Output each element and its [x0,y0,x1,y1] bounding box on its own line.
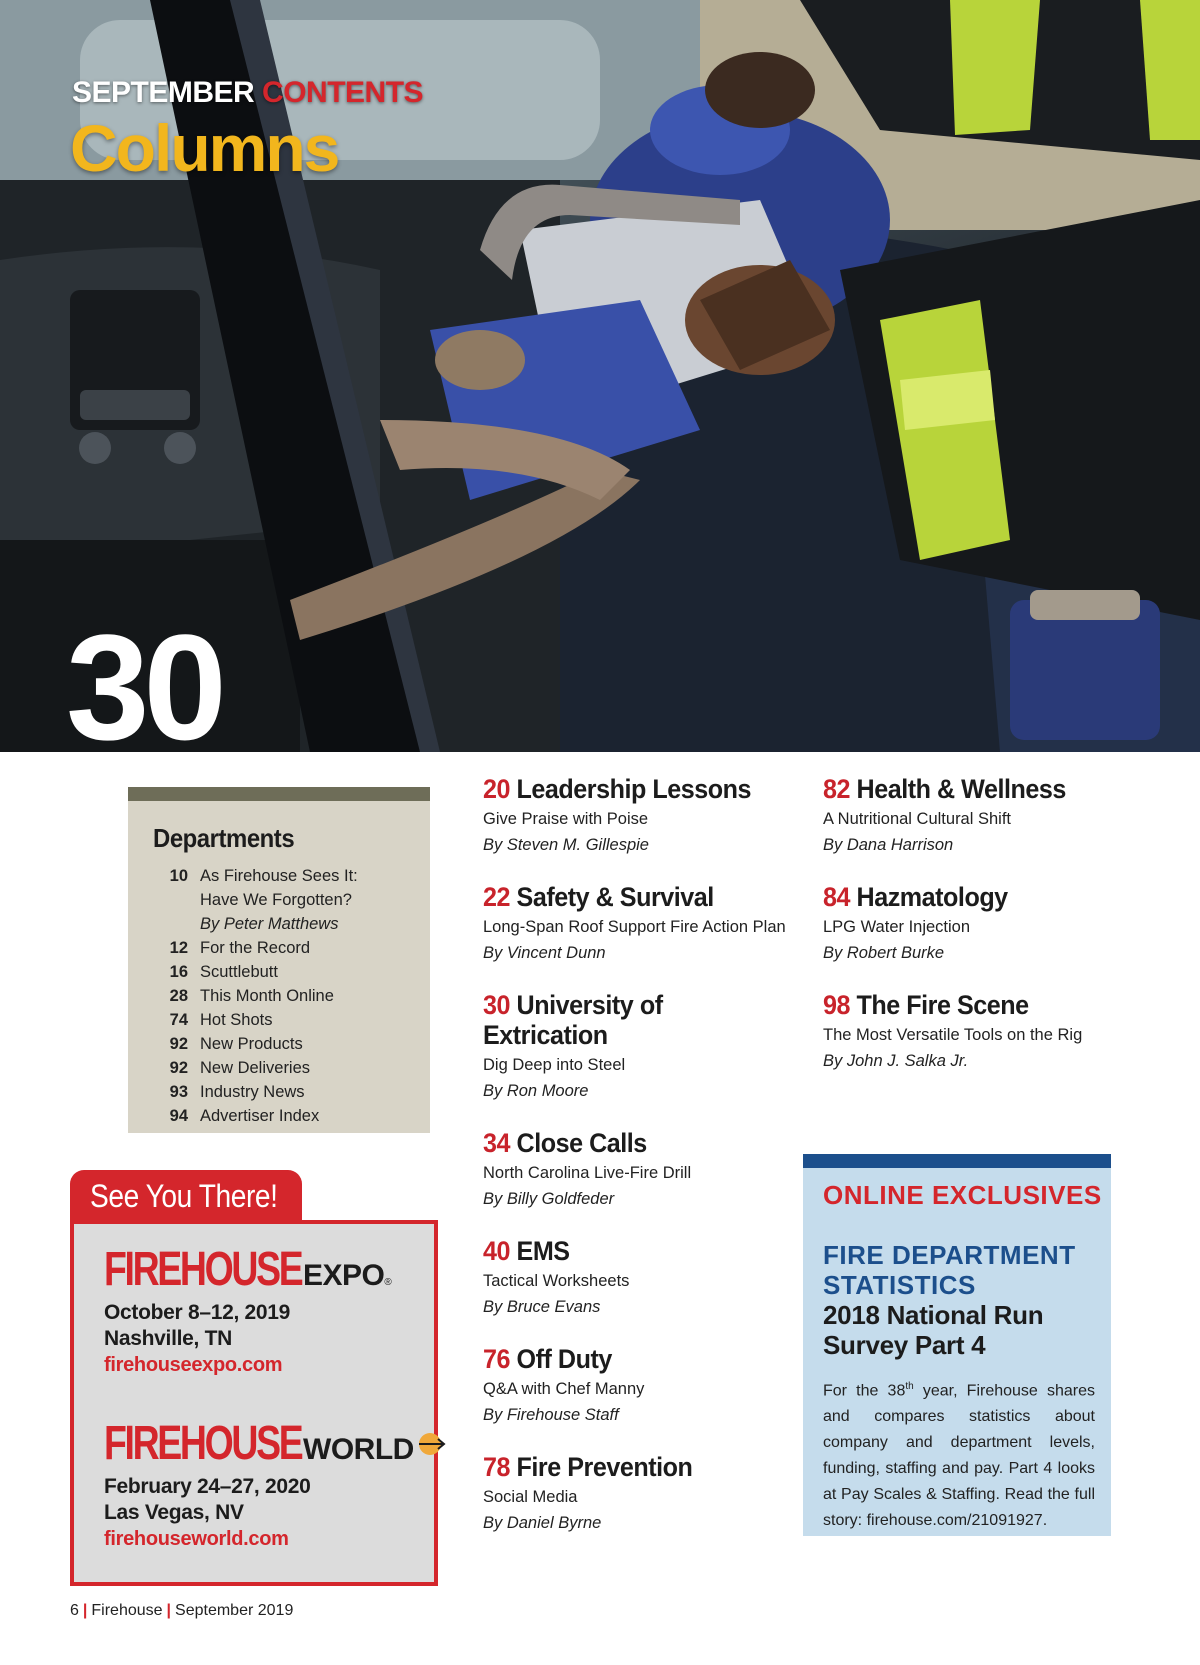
column-title: Safety & Survival [516,882,714,912]
logo-wordmark: FIREHOUSE [104,1243,302,1296]
column-heading [823,990,1139,1020]
list-item[interactable] [154,1104,390,1128]
column-page: 20 [483,774,511,804]
column-author: By Ron Moore [483,1082,589,1100]
column-author: By Daniel Byrne [483,1514,602,1532]
column-page: 82 [823,774,851,804]
logo-suffix: WORLD [303,1433,414,1466]
column-entry[interactable] [483,1452,803,1534]
footer-divider: | [166,1602,172,1619]
see-you-there-box [70,1220,438,1586]
online-exclusives-box [803,1154,1111,1536]
item-title: As Firehouse Sees It: Have We Forgotten? [200,867,358,909]
column-author: By Bruce Evans [483,1298,601,1316]
event-city: Las Vegas, NV [104,1501,244,1524]
item-author: By Peter Matthews [200,915,339,933]
hero-photo [0,0,1200,752]
item-title: Hot Shots [200,1011,273,1029]
column-subtitle: The Most Versatile Tools on the Rig [823,1026,1083,1044]
page-footer [70,1602,293,1620]
list-item[interactable] [154,984,390,1008]
column-entry[interactable] [483,1128,803,1210]
list-item[interactable] [154,1080,390,1104]
item-page: 92 [169,1035,188,1053]
list-item[interactable] [154,960,390,984]
column-title: The Fire Scene [856,990,1029,1020]
logo-wordmark: FIREHOUSE [104,1417,302,1470]
column-subtitle: Tactical Worksheets [483,1272,630,1290]
event-city: Nashville, TN [104,1327,232,1350]
section-kicker [72,76,423,110]
column-title: Leadership Lessons [516,774,751,804]
column-heading [483,774,799,804]
item-title: New Deliveries [200,1059,311,1077]
column-heading [483,990,678,1050]
departments-list [154,864,390,1128]
item-page: 16 [169,963,188,981]
kicker-contents: CONTENTS [262,76,424,109]
online-section: FIRE DEPARTMENT STATISTICS [823,1240,1076,1300]
column-title: EMS [516,1236,570,1266]
column-page: 78 [483,1452,511,1482]
page-title: Columns [70,111,339,185]
event-link[interactable]: firehouseexpo.com [104,1354,283,1376]
column-page: 84 [823,882,851,912]
column-subtitle: Give Praise with Poise [483,810,649,828]
online-title: 2018 National Run Survey Part 4 [823,1300,1044,1360]
column-page: 34 [483,1128,511,1158]
column-title: Off Duty [516,1344,612,1374]
item-title: Industry News [200,1083,305,1101]
item-page: 28 [169,987,188,1005]
feature-page-number: 30 [66,603,221,752]
list-item[interactable] [154,864,390,936]
column-entry[interactable] [483,774,803,856]
column-heading [823,774,1139,804]
online-body: For the 38th year, Firehouse shares and compares statistics about company and department levels, funding, staffing and pay. Part 4 looks at Pay Scales & Staffing. Read the full story: firehouse.com/21091927. [823,1381,1095,1530]
see-you-there-tab [70,1170,302,1222]
firehouse-expo-logo [104,1243,392,1296]
footer-issue: September 2019 [175,1602,294,1619]
list-item[interactable] [154,1032,390,1056]
item-title: For the Record [200,939,311,957]
column-author: By Firehouse Staff [483,1406,619,1424]
departments-box [128,787,430,1133]
column-subtitle: Dig Deep into Steel [483,1056,626,1074]
online-kicker: ONLINE EXCLUSIVES [823,1180,1102,1210]
kicker-month: SEPTEMBER [72,76,255,109]
column-heading [483,1344,799,1374]
column-heading [823,882,1139,912]
column-author: By Billy Goldfeder [483,1190,615,1208]
column-author: By Vincent Dunn [483,944,606,962]
column-entry[interactable] [823,990,1143,1072]
logo-suffix: EXPO [303,1259,385,1292]
footer-page-number: 6 [70,1602,79,1619]
column-subtitle: Q&A with Chef Manny [483,1380,645,1398]
column-page: 22 [483,882,511,912]
column-heading [483,882,799,912]
footer-divider: | [82,1602,88,1619]
column-entry[interactable] [483,1236,803,1318]
column-heading [483,1128,799,1158]
column-entry[interactable] [483,1344,803,1426]
event-dates: February 24–27, 2020 [104,1475,311,1498]
event-link[interactable]: firehouseworld.com [104,1528,289,1550]
column-subtitle: A Nutritional Cultural Shift [823,810,1012,828]
column-title: Fire Prevention [516,1452,693,1482]
column-subtitle: North Carolina Live-Fire Drill [483,1164,692,1182]
item-page: 93 [169,1083,188,1101]
column-heading [483,1236,799,1266]
footer-magazine: Firehouse [91,1602,163,1619]
column-title: Hazmatology [856,882,1008,912]
column-entry[interactable] [823,882,1143,964]
registered-mark: ® [384,1277,392,1288]
column-title: Health & Wellness [856,774,1066,804]
event-world [104,1417,446,1552]
list-item[interactable] [154,1056,390,1080]
column-subtitle: LPG Water Injection [823,918,971,936]
globe-arrow-icon [416,1429,446,1459]
column-page: 30 [483,990,511,1020]
column-entry[interactable] [823,774,1143,856]
firehouse-world-logo [104,1417,446,1470]
item-page: 12 [169,939,188,957]
item-title: New Products [200,1035,303,1053]
see-you-there-label: See You There! [90,1178,278,1214]
column-author: By Steven M. Gillespie [483,836,649,854]
column-page: 40 [483,1236,511,1266]
column-entry[interactable] [483,990,703,1102]
column-author: By John J. Salka Jr. [823,1052,969,1070]
column-subtitle: Social Media [483,1488,578,1506]
column-page: 76 [483,1344,511,1374]
column-heading [483,1452,799,1482]
item-title: Advertiser Index [200,1107,320,1125]
item-page: 10 [169,867,188,885]
column-author: By Dana Harrison [823,836,954,854]
column-title: University of Extrication [483,990,663,1050]
column-page: 98 [823,990,851,1020]
item-page: 94 [169,1107,188,1125]
event-dates: October 8–12, 2019 [104,1301,291,1324]
column-subtitle: Long-Span Roof Support Fire Action Plan [483,918,786,936]
item-title: Scuttlebutt [200,963,278,981]
list-item[interactable] [154,936,390,960]
item-page: 74 [169,1011,188,1029]
departments-heading: Departments [153,823,295,853]
column-author: By Robert Burke [823,944,945,962]
event-expo [104,1243,392,1378]
column-title: Close Calls [516,1128,647,1158]
column-entry[interactable] [483,882,803,964]
item-page: 92 [169,1059,188,1077]
item-title: This Month Online [200,987,334,1005]
list-item[interactable] [154,1008,390,1032]
